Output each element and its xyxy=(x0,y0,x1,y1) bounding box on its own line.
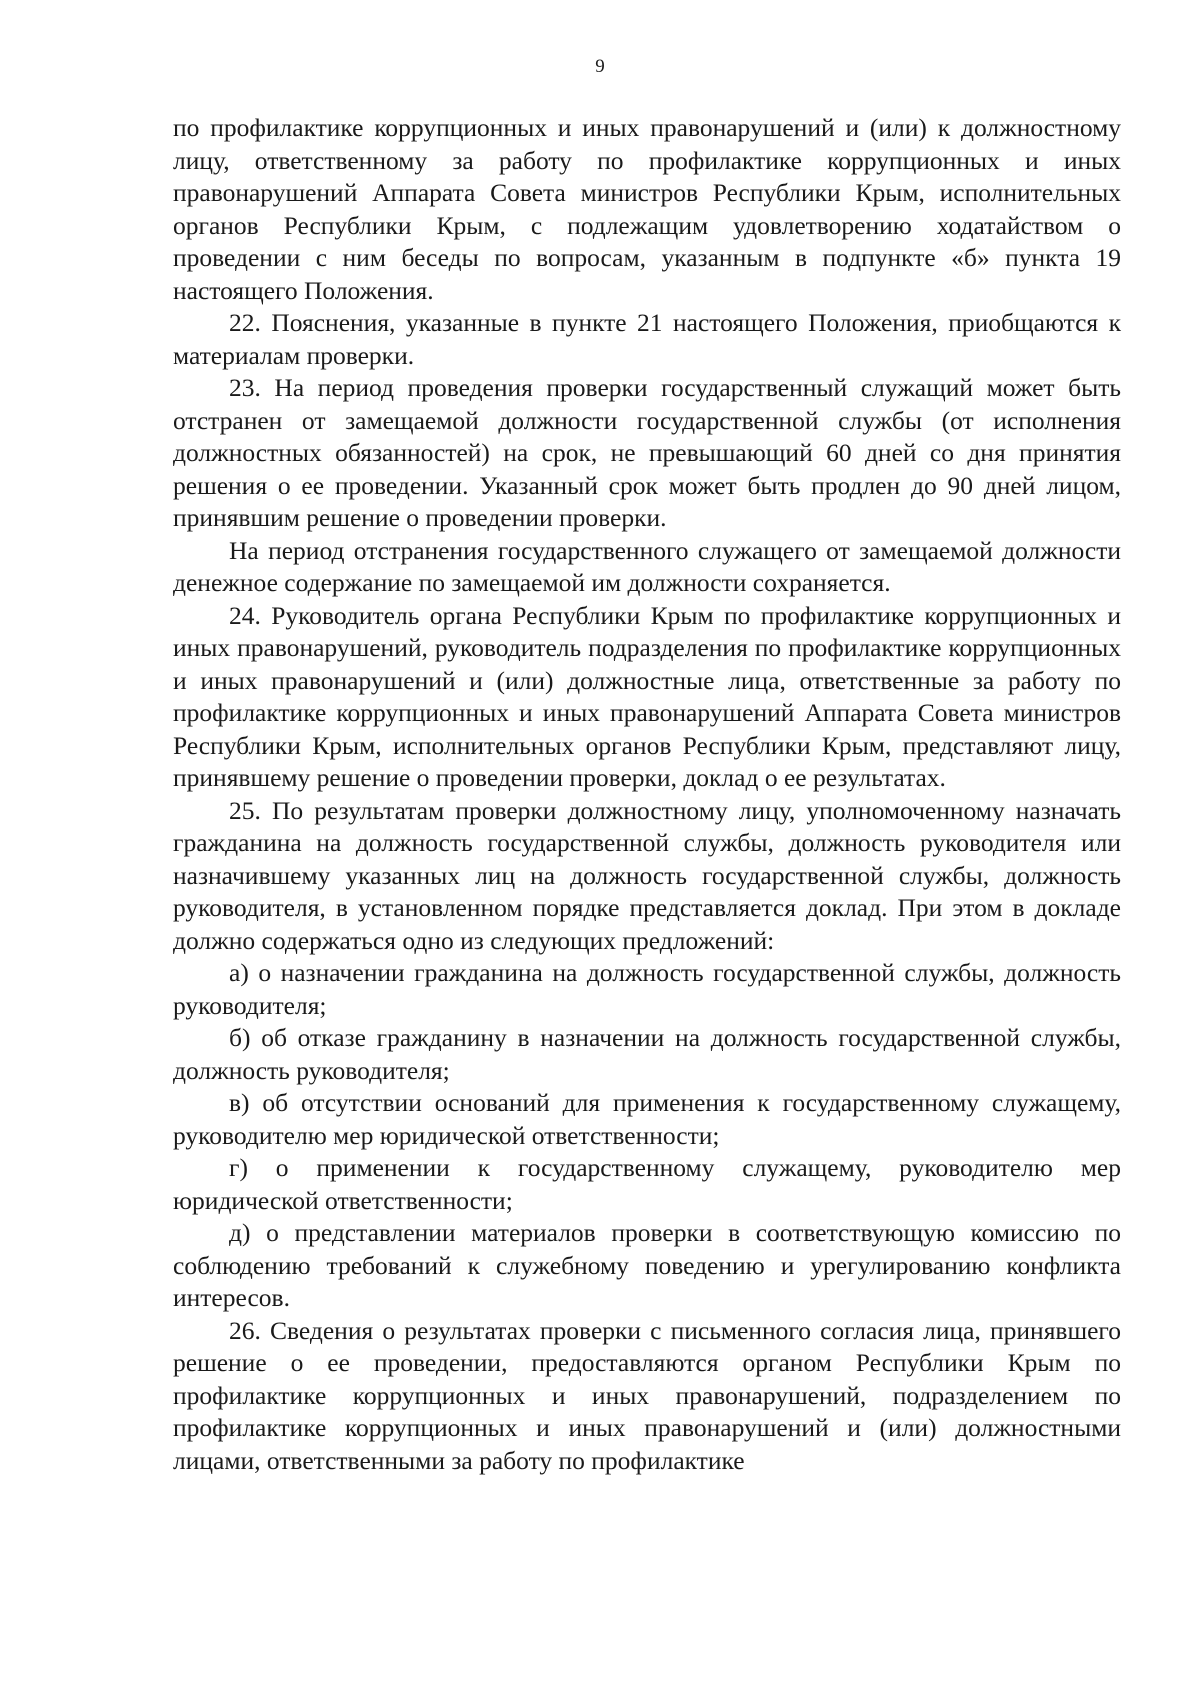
document-body xyxy=(173,112,1121,1477)
list-item-a: а) о назначении гражданина на должность государственной службы, должность руководителя; xyxy=(173,958,1121,1020)
list-item-b: б) об отказе гражданину в назначении на должность государственной службы, должность руководителя; xyxy=(173,1023,1121,1085)
list-item-v: в) об отсутствии оснований для применения к государственному служащему, руководителю мер юридической ответственности; xyxy=(173,1088,1121,1150)
paragraph-25: 25. По результатам проверки должностному лицу, уполномоченному назначать гражданина на должность государственной службы, должность руководителя или назначившему указанных лиц на должность государственной службы, должность руководителя, в установленном порядке представляется доклад. При этом в докладе должно содержаться одно из следующих предложений: xyxy=(173,795,1121,955)
page-number: 9 xyxy=(595,56,605,77)
paragraph-continuation: по профилактике коррупционных и иных правонарушений и (или) к должностному лицу, ответственному за работу по профилактике коррупционных и иных правонарушений Аппарата Совета министров Республики Крым, исполнительных органов Республики Крым, с подлежащим удовлетворению ходатайством о проведении с ним беседы по вопросам, указанным в подпункте «б» пункта 19 настоящего Положения. xyxy=(173,113,1121,305)
list-item-d: д) о представлении материалов проверки в соответствующую комиссию по соблюдению требований к служебному поведению и урегулированию конфликта интересов. xyxy=(173,1218,1121,1312)
paragraph-24: 24. Руководитель органа Республики Крым по профилактике коррупционных и иных правонарушений, руководитель подразделения по профилактике коррупционных и иных правонарушений и (или) должностные лица, ответственные за работу по профилактике коррупционных и иных правонарушений Аппарата Совета министров Республики Крым, исполнительных органов Республики Крым, представляют лицу, принявшему решение о проведении проверки, доклад о ее результатах. xyxy=(173,600,1121,792)
paragraph-22: 22. Пояснения, указанные в пункте 21 настоящего Положения, приобщаются к материалам проверки. xyxy=(173,308,1121,370)
paragraph-23: 23. На период проведения проверки государственный служащий может быть отстранен от замещаемой должности государственной службы (от исполнения должностных обязанностей) на срок, не превышающий 60 дней со дня принятия решения о ее проведении. Указанный срок может быть продлен до 90 дней лицом, принявшим решение о проведении проверки. xyxy=(173,373,1121,532)
paragraph-26: 26. Сведения о результатах проверки с письменного согласия лица, принявшего решение о ее проведении, предоставляются органом Республики Крым по профилактике коррупционных и иных правонарушений, подразделением по профилактике коррупционных и иных правонарушений и (или) должностными лицами, ответственными за работу по профилактике xyxy=(173,1315,1121,1475)
paragraph-23-suspension-pay: На период отстранения государственного служащего от замещаемой должности денежное содержание по замещаемой им должности сохраняется. xyxy=(173,535,1121,597)
list-item-g: г) о применении к государственному служащему, руководителю мер юридической ответственности; xyxy=(173,1153,1121,1215)
